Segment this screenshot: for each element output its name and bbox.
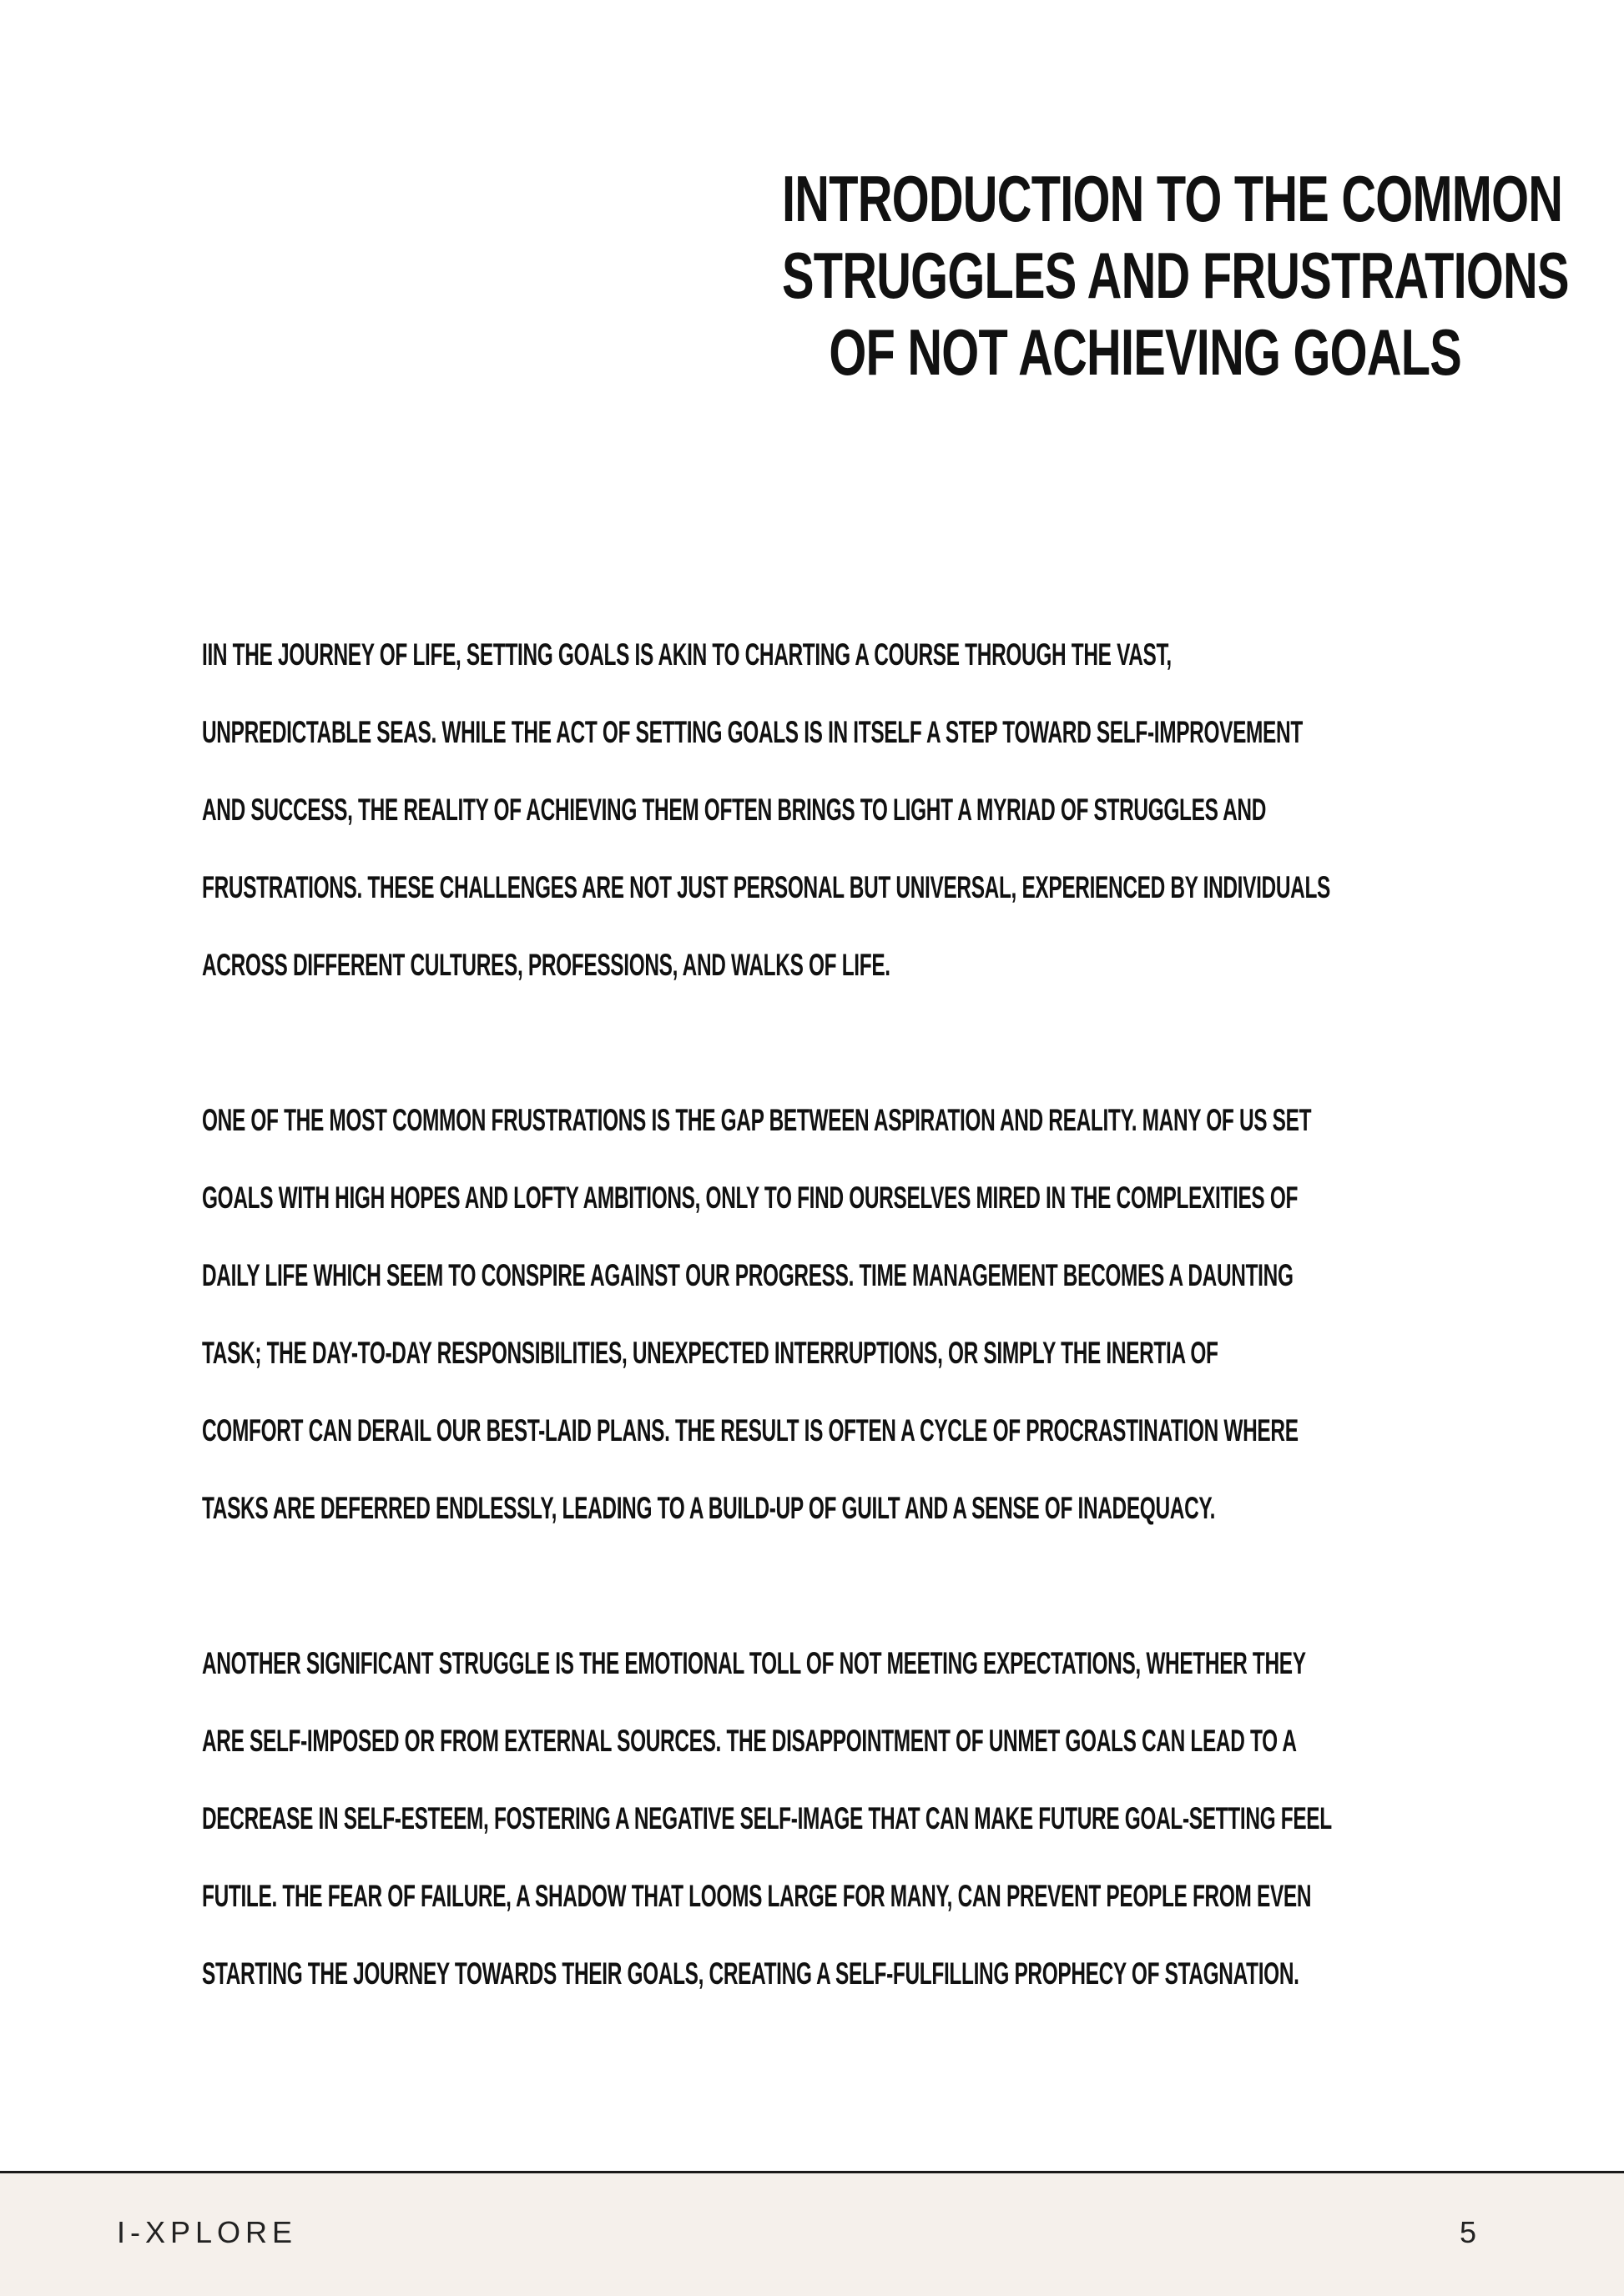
text-line: FRUSTRATIONS. THESE CHALLENGES ARE NOT JUST PERSONAL BUT UNIVERSAL, EXPERIENCED BY INDIVIDUALS <box>202 870 1331 904</box>
text-line: COMFORT CAN DERAIL OUR BEST-LAID PLANS. THE RESULT IS OFTEN A CYCLE OF PROCRASTINATION WHERE <box>202 1413 1299 1448</box>
text-line: STARTING THE JOURNEY TOWARDS THEIR GOALS, CREATING A SELF-FULFILLING PROPHECY OF STAGNATION. <box>202 1956 1299 1991</box>
text-line: DECREASE IN SELF-ESTEEM, FOSTERING A NEGATIVE SELF-IMAGE THAT CAN MAKE FUTURE GOAL-SETTING FEEL <box>202 1801 1332 1835</box>
title-line: OF NOT ACHIEVING GOALS <box>829 315 1461 389</box>
paragraph-2 <box>202 1081 1487 1547</box>
text-line: IIN THE JOURNEY OF LIFE, SETTING GOALS IS AKIN TO CHARTING A COURSE THROUGH THE VAST, <box>202 637 1172 672</box>
text-line: GOALS WITH HIGH HOPES AND LOFTY AMBITIONS, ONLY TO FIND OURSELVES MIRED IN THE COMPLEXITIES OF <box>202 1181 1299 1215</box>
text-line: ONE OF THE MOST COMMON FRUSTRATIONS IS THE GAP BETWEEN ASPIRATION AND REALITY. MANY OF US SET <box>202 1103 1312 1137</box>
text-line: FUTILE. THE FEAR OF FAILURE, A SHADOW THAT LOOMS LARGE FOR MANY, CAN PREVENT PEOPLE FROM EVEN <box>202 1879 1312 1913</box>
text-line: ACROSS DIFFERENT CULTURES, PROFESSIONS, AND WALKS OF LIFE. <box>202 948 890 982</box>
paragraph-1 <box>202 616 1487 1004</box>
title-line: STRUGGLES AND FRUSTRATIONS <box>782 239 1569 312</box>
text-line: DAILY LIFE WHICH SEEM TO CONSPIRE AGAINST OUR PROGRESS. TIME MANAGEMENT BECOMES A DAUNTING <box>202 1258 1294 1292</box>
text-line: ANOTHER SIGNIFICANT STRUGGLE IS THE EMOTIONAL TOLL OF NOT MEETING EXPECTATIONS, WHETHER THEY <box>202 1646 1306 1680</box>
page-number: 5 <box>1459 2215 1476 2249</box>
text-line: AND SUCCESS, THE REALITY OF ACHIEVING THEM OFTEN BRINGS TO LIGHT A MYRIAD OF STRUGGLES AND <box>202 793 1267 827</box>
text-line: UNPREDICTABLE SEAS. WHILE THE ACT OF SETTING GOALS IS IN ITSELF A STEP TOWARD SELF-IMPROVEMENT <box>202 715 1303 749</box>
body-text <box>202 616 1487 2090</box>
title-line: INTRODUCTION TO THE COMMON <box>782 162 1563 235</box>
footer <box>0 2173 1624 2296</box>
text-line: TASKS ARE DEFERRED ENDLESSLY, LEADING TO A BUILD-UP OF GUILT AND A SENSE OF INADEQUACY. <box>202 1491 1216 1525</box>
text-line: ARE SELF-IMPOSED OR FROM EXTERNAL SOURCES. THE DISAPPOINTMENT OF UNMET GOALS CAN LEAD TO A <box>202 1724 1297 1758</box>
text-line: TASK; THE DAY-TO-DAY RESPONSIBILITIES, UNEXPECTED INTERRUPTIONS, OR SIMPLY THE INERTIA OF <box>202 1336 1218 1370</box>
footer-brand: I-XPLORE <box>117 2215 298 2249</box>
paragraph-3 <box>202 1624 1487 2012</box>
page-title <box>782 160 1569 390</box>
